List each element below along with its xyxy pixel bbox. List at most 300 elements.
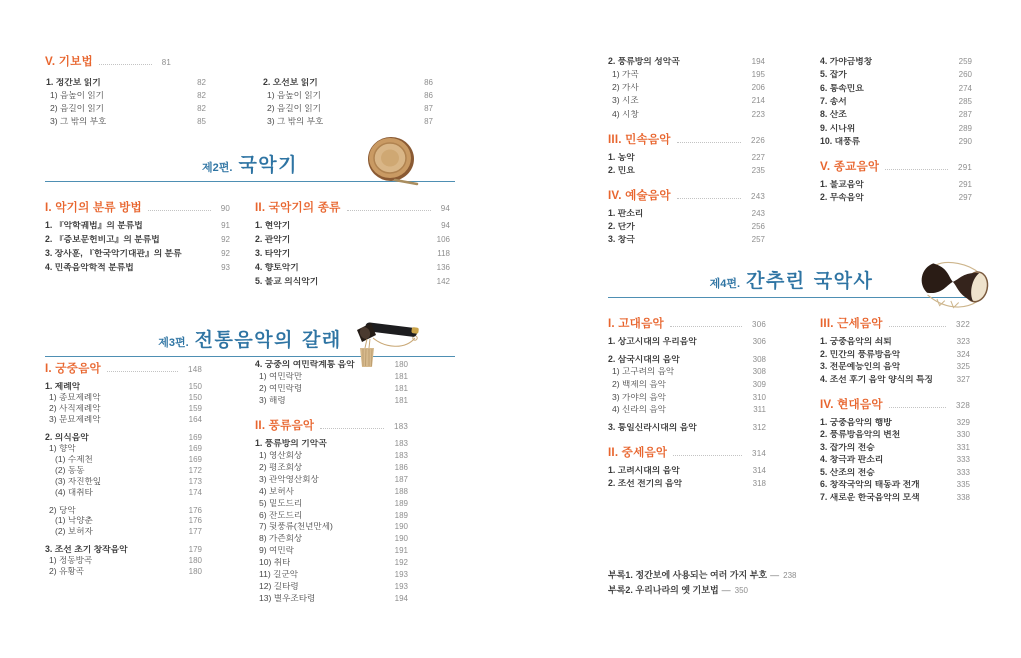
toc-item-label: (2) 동동 (55, 465, 85, 475)
toc-item (255, 511, 408, 521)
part4-col1 (608, 317, 766, 491)
toc-item (820, 124, 972, 134)
toc-item (263, 117, 433, 127)
toc-item-label: 9) 여민락 (259, 546, 294, 556)
toc-item (255, 558, 408, 568)
toc-item (820, 110, 972, 120)
part-number: 제4편. (709, 278, 741, 290)
janggu-icon (910, 256, 996, 318)
toc-item-label: 3) 문묘제례악 (49, 414, 101, 424)
page-number: 328 (956, 400, 970, 410)
page-number: 333 (956, 455, 970, 465)
page-number: 331 (956, 442, 970, 452)
toc-item (820, 350, 970, 360)
toc-item (820, 180, 972, 190)
part4-col2 (820, 317, 970, 505)
toc-item-label: 13) 별우조타령 (259, 594, 316, 604)
toc-item-label: 7) 뒷풍류(천년만세) (259, 522, 333, 532)
page-number: 177 (188, 527, 202, 537)
page-number: 314 (752, 466, 766, 476)
page-number: 183 (394, 421, 408, 431)
toc-item (255, 360, 408, 370)
page-number: 150 (188, 392, 202, 402)
page-number: 169 (188, 454, 202, 464)
page-number: 322 (956, 320, 970, 329)
toc-item (45, 527, 202, 537)
dotted-leader (889, 326, 946, 327)
toc-item-label: 3. 창극 (608, 234, 635, 244)
drum-icon (365, 136, 419, 186)
dotted-leader (885, 169, 948, 170)
toc-item (820, 362, 970, 372)
toc-item (45, 382, 202, 392)
page-number: 311 (753, 405, 766, 415)
toc-item (608, 585, 908, 596)
toc-item (255, 372, 408, 382)
page-number: 243 (751, 208, 765, 218)
page-number: 297 (958, 193, 972, 203)
toc-item (255, 221, 450, 231)
toc-item-label: 1) 음높이 읽기 (267, 90, 321, 100)
toc-item (46, 91, 206, 101)
toc-item (608, 355, 766, 365)
toc-item (820, 337, 970, 347)
toc-item (45, 545, 202, 555)
toc-item (45, 444, 202, 454)
toc-item (820, 84, 972, 94)
toc-item (45, 263, 230, 273)
toc-item-label: 4. 향토악기 (255, 262, 299, 272)
toc-item (255, 249, 450, 259)
toc-section-heading (820, 398, 970, 411)
toc-item (820, 480, 970, 490)
toc-item (45, 221, 230, 231)
toc-item-label: 1. 궁중음악의 쇠퇴 (820, 336, 892, 346)
toc-item (820, 418, 970, 428)
toc-item (608, 405, 766, 415)
page-number: 195 (751, 70, 765, 80)
toc-item (255, 487, 408, 497)
page-number: 194 (394, 594, 408, 604)
toc-item-label: 1. 정간보 읽기 (46, 78, 101, 87)
toc-item-label: II. 중세음악 (608, 446, 668, 460)
part-title-text: 전통음악의 갈래 (194, 329, 342, 351)
page-number: 148 (188, 365, 202, 374)
toc-item-label: 3) 해령 (259, 395, 286, 405)
page-number: 164 (188, 414, 202, 424)
toc-item-label: 2. 풍류방의 성악곡 (608, 57, 680, 66)
page-number: 118 (437, 248, 450, 258)
page-number: 223 (751, 109, 765, 119)
toc-item-label: 3) 그 밖의 부호 (50, 116, 107, 126)
toc-item (608, 153, 765, 163)
toc-item-label: 1) 종묘제례악 (49, 392, 101, 402)
page-number: 176 (188, 516, 202, 526)
toc-item (255, 463, 408, 473)
notation-col1 (46, 78, 206, 130)
toc-item (45, 506, 202, 516)
toc-item-label: 5. 산조의 전승 (820, 467, 875, 477)
toc-item (45, 415, 202, 425)
part-header-3 (45, 308, 455, 357)
page-number: 173 (188, 476, 202, 486)
page-number: 350 (734, 585, 749, 595)
toc-item-label: 1) 고구려의 음악 (612, 367, 675, 377)
dotted-leader (670, 326, 742, 327)
toc-item-label: 1. 제례악 (45, 381, 81, 391)
dotted-leader (107, 371, 178, 372)
toc-item (255, 570, 408, 580)
part3-col1 (45, 362, 202, 578)
toc-item-label: 4. 조선 후기 음악 양식의 특징 (820, 374, 934, 384)
toc-item (255, 475, 408, 485)
right-col-b (820, 57, 972, 207)
toc-item (46, 78, 206, 88)
toc-item (263, 78, 433, 88)
page-number: 289 (958, 123, 972, 133)
toc-item (820, 493, 970, 503)
page-number: 329 (956, 417, 970, 427)
toc-item-label: 2) 당악 (49, 505, 76, 515)
toc-section-heading (820, 160, 972, 173)
toc-section-heading (45, 55, 171, 68)
toc-item (46, 117, 206, 127)
toc-item (608, 110, 765, 120)
page-number: 136 (436, 262, 450, 272)
toc-item (820, 97, 972, 107)
toc-item (608, 423, 766, 433)
toc-section-heading (820, 317, 970, 330)
toc-item (608, 479, 766, 489)
toc-item (608, 466, 766, 476)
page-number: 227 (751, 152, 765, 162)
toc-item-label: 2) 평조회상 (259, 462, 303, 472)
toc-item (820, 70, 972, 80)
page-number: 106 (436, 234, 450, 244)
page-number: 325 (956, 362, 970, 372)
toc-item-label: 3) 가야의 음악 (612, 392, 666, 402)
page-number: 94 (441, 220, 450, 230)
toc-item-label: 8) 가즌회상 (259, 534, 303, 544)
toc-section-heading (608, 133, 765, 146)
toc-item (46, 104, 206, 114)
page-number: 190 (394, 534, 408, 544)
toc-item-label: 2. 민간의 풍류방음악 (820, 349, 901, 359)
toc-item (45, 567, 202, 577)
toc-item-label: 6. 통속민요 (820, 83, 864, 93)
toc-item (608, 96, 765, 106)
toc-item (45, 235, 230, 245)
page-number: 180 (188, 567, 202, 577)
page-number: 309 (752, 380, 766, 390)
toc-item-label: 1) 가곡 (612, 70, 639, 80)
toc-item-label: 1. 농악 (608, 152, 635, 162)
page-number: 92 (221, 234, 230, 244)
toc-item-label: 12) 길타령 (259, 582, 299, 592)
toc-item-label: IV. 현대음악 (820, 397, 883, 411)
toc-item-label: 6. 창작국악의 태동과 전개 (820, 480, 920, 490)
toc-item-label: 1. 고려시대의 음악 (608, 466, 680, 476)
toc-item-label: 10) 취타 (259, 558, 291, 568)
page-number: 290 (958, 137, 972, 147)
page-number: 90 (220, 204, 230, 213)
page-number: 193 (394, 570, 408, 580)
part-title-text: 간추린 국악사 (746, 270, 874, 292)
toc-item-label: 4) 보허사 (259, 486, 294, 496)
part2-col1 (45, 201, 230, 277)
toc-item-label: 1. 판소리 (608, 208, 644, 218)
toc-item (45, 433, 202, 443)
toc-item-label: 2) 음길이 읽기 (50, 103, 104, 113)
toc-item-label: 4) 시창 (612, 109, 639, 119)
page-number: 308 (752, 367, 766, 377)
page-number: 193 (394, 582, 408, 592)
page-number: 260 (958, 70, 972, 80)
page-number: 330 (956, 430, 970, 440)
page-number: 194 (751, 57, 765, 66)
toc-item-label: 1. 궁중음악의 행방 (820, 417, 892, 427)
toc-item (45, 516, 202, 526)
toc-item-label: 4. 궁중의 여민락계통 음악 (255, 360, 355, 369)
toc-item-label: 7. 새로운 한국음악의 모색 (820, 492, 920, 502)
page-number: 82 (197, 90, 206, 100)
toc-item-label: 2) 사직제례악 (49, 403, 101, 413)
part2-col2 (255, 201, 450, 291)
toc-item (608, 367, 766, 377)
page-number: 214 (751, 96, 765, 106)
toc-item-label: 3. 조선 초기 창작음악 (45, 545, 128, 555)
page-number: 192 (394, 558, 408, 568)
toc-item-label: II. 국악기의 종류 (255, 201, 341, 214)
toc-item-label: (1) 낙양춘 (55, 516, 93, 526)
page-number: 324 (956, 349, 970, 359)
toc-item (45, 477, 202, 487)
page-number: 189 (394, 510, 408, 520)
toc-section-heading (608, 189, 765, 202)
part-header-2 (45, 133, 455, 182)
page-number: 181 (394, 371, 408, 381)
page-number: 257 (751, 234, 765, 244)
page-number: 226 (751, 135, 765, 145)
toc-item-label: 9. 시나위 (820, 123, 856, 133)
toc-item-label: 2. 『증보문헌비고』의 분류법 (45, 234, 160, 244)
toc-item (820, 455, 970, 465)
toc-item-label: 2. 삼국시대의 음악 (608, 354, 680, 364)
toc-item (608, 166, 765, 176)
dotted-leader (148, 210, 211, 211)
page-number: 189 (394, 498, 408, 508)
toc-item-label: 3. 잡가의 전승 (820, 442, 875, 452)
toc-item-label: 1) 음높이 읽기 (50, 90, 104, 100)
page-number: 243 (751, 191, 765, 201)
toc-item-label: 2. 민요 (608, 165, 635, 175)
page-number: 306 (752, 336, 766, 346)
toc-item (608, 57, 765, 67)
right-col-a (608, 57, 765, 248)
page-number: 318 (752, 478, 766, 488)
toc-item (263, 91, 433, 101)
toc-item-label: 4. 민족음악학적 분류법 (45, 262, 134, 272)
toc-section-heading (255, 419, 408, 432)
toc-item (608, 235, 765, 245)
toc-item (45, 404, 202, 414)
page-number: 190 (394, 522, 408, 532)
page-number: 188 (394, 486, 408, 496)
toc-item (45, 556, 202, 566)
toc-item (255, 235, 450, 245)
toc-item (255, 384, 408, 394)
page-number: 274 (958, 83, 972, 93)
toc-item-label: (2) 보허자 (55, 527, 93, 537)
toc-item (45, 466, 202, 476)
toc-item (820, 57, 972, 67)
toc-item-label: I. 고대음악 (608, 317, 664, 330)
toc-item (608, 70, 765, 80)
page-number: 91 (221, 220, 230, 230)
page-number: 323 (956, 336, 970, 346)
toc-item (255, 263, 450, 273)
toc-item-label: II. 풍류음악 (255, 418, 315, 432)
toc-item-label: 8. 산조 (820, 110, 847, 120)
toc-item-label: 2. 의식음악 (45, 432, 89, 442)
toc-item-label: 5. 불교 의식악기 (255, 276, 319, 286)
toc-item (45, 249, 230, 259)
page-number: 191 (394, 546, 408, 556)
page-number: 94 (440, 204, 450, 213)
page-number: 86 (424, 78, 433, 87)
part-number: 제2편. (202, 162, 233, 174)
toc-item-label: 2. 무속음악 (820, 193, 864, 203)
toc-section-heading (608, 317, 766, 330)
toc-item-label: IV. 예술음악 (608, 188, 671, 202)
toc-item (255, 277, 450, 287)
toc-item-label: 11) 길군악 (259, 570, 299, 580)
page-number: 285 (958, 97, 972, 107)
page-number: 333 (956, 467, 970, 477)
toc-item (255, 522, 408, 532)
toc-item (608, 222, 765, 232)
page-number: 291 (958, 163, 972, 173)
page-number: 87 (424, 116, 433, 126)
toc-item-label: 부록2. 우리나라의 옛 기보법 (608, 584, 719, 595)
part-header-4 (608, 250, 975, 298)
part-title-text: 국악기 (238, 154, 298, 176)
page-number: 82 (197, 103, 206, 113)
page-number: 183 (394, 438, 408, 448)
page-number: 187 (394, 474, 408, 484)
notation-col2 (263, 78, 433, 130)
notation-heading (45, 55, 171, 75)
page-number: 259 (958, 57, 972, 66)
toc-item (820, 443, 970, 453)
toc-item-label: (4) 대취타 (55, 487, 93, 497)
toc-item-label: 4. 가야금병창 (820, 57, 873, 66)
toc-item-label: 7. 송서 (820, 97, 847, 107)
page-number: 287 (958, 110, 972, 120)
page-number: 181 (394, 383, 408, 393)
page-number: 150 (188, 381, 202, 391)
page-number: 176 (188, 505, 202, 515)
toc-item (45, 393, 202, 403)
part-number: 제3편. (158, 337, 189, 349)
toc-item (263, 104, 433, 114)
toc-item-label: 2. 단가 (608, 221, 635, 231)
toc-item (608, 337, 766, 347)
toc-item-label: 2) 여민락령 (259, 383, 303, 393)
toc-item-label: 2. 풍류방음악의 변천 (820, 430, 901, 440)
toc-item-label: 2) 가사 (612, 83, 639, 93)
page-number: 291 (958, 180, 972, 189)
toc-item-label: 2) 음길이 읽기 (267, 103, 321, 113)
toc-item-label: 1. 현악기 (255, 220, 291, 230)
page-number: 92 (221, 248, 230, 258)
toc-item-label: 2. 관악기 (255, 234, 291, 244)
page-number: 256 (751, 221, 765, 231)
toc-item-label: III. 근세음악 (820, 317, 883, 330)
page-number: 169 (188, 443, 202, 453)
toc-item (45, 488, 202, 498)
page-number: 206 (751, 83, 765, 93)
page-number: 181 (394, 395, 408, 405)
toc-item (45, 455, 202, 465)
toc-item (255, 396, 408, 406)
toc-item-label: 6) 잔도드리 (259, 510, 303, 520)
page-number: 335 (956, 480, 970, 490)
toc-item (608, 83, 765, 93)
toc-item (608, 380, 766, 390)
toc-item-label: 1. 풍류방의 기악곡 (255, 438, 327, 448)
page-number: 327 (956, 374, 970, 384)
toc-item (608, 393, 766, 403)
toc-item-label: 3. 타악기 (255, 248, 291, 258)
toc-item-label: 2. 조선 전기의 음악 (608, 478, 683, 488)
toc-section-heading (45, 201, 230, 214)
page-number: 308 (752, 354, 766, 364)
dotted-leader (889, 407, 946, 408)
page-number: 93 (221, 262, 230, 272)
toc-item-label: 5. 잡가 (820, 70, 847, 80)
page-number: 169 (188, 432, 202, 442)
toc-item-label: 5) 밑도드리 (259, 498, 303, 508)
dotted-leader (99, 64, 152, 65)
toc-item (820, 430, 970, 440)
toc-item-label: 3) 시조 (612, 96, 639, 106)
appendix-list (608, 570, 908, 600)
page-number: 142 (436, 276, 450, 286)
page-number: 82 (197, 78, 206, 87)
toc-item-label: 1. 상고시대의 우리음악 (608, 336, 697, 346)
toc-item-label: 3) 그 밖의 부호 (267, 116, 324, 126)
dotted-leader (347, 210, 431, 211)
toc-item-label: 2) 백제의 음악 (612, 380, 666, 390)
toc-item (820, 193, 972, 203)
page-number: 183 (394, 450, 408, 460)
toc-item (608, 570, 908, 581)
page-number: 179 (188, 545, 202, 555)
toc-item (255, 582, 408, 592)
page-number: 174 (188, 487, 202, 497)
toc-item (820, 468, 970, 478)
toc-item-label: 1) 영산회상 (259, 450, 303, 460)
toc-item (255, 499, 408, 509)
page-number: 238 (783, 571, 797, 580)
toc-item-label: 2) 유황곡 (49, 567, 84, 577)
toc-item-label: 1) 여민락만 (259, 371, 303, 381)
toc-item-label: 3. 통일신라시대의 음악 (608, 423, 697, 433)
dotted-leader (320, 428, 384, 429)
toc-section-heading (45, 362, 202, 375)
toc-item (255, 451, 408, 461)
